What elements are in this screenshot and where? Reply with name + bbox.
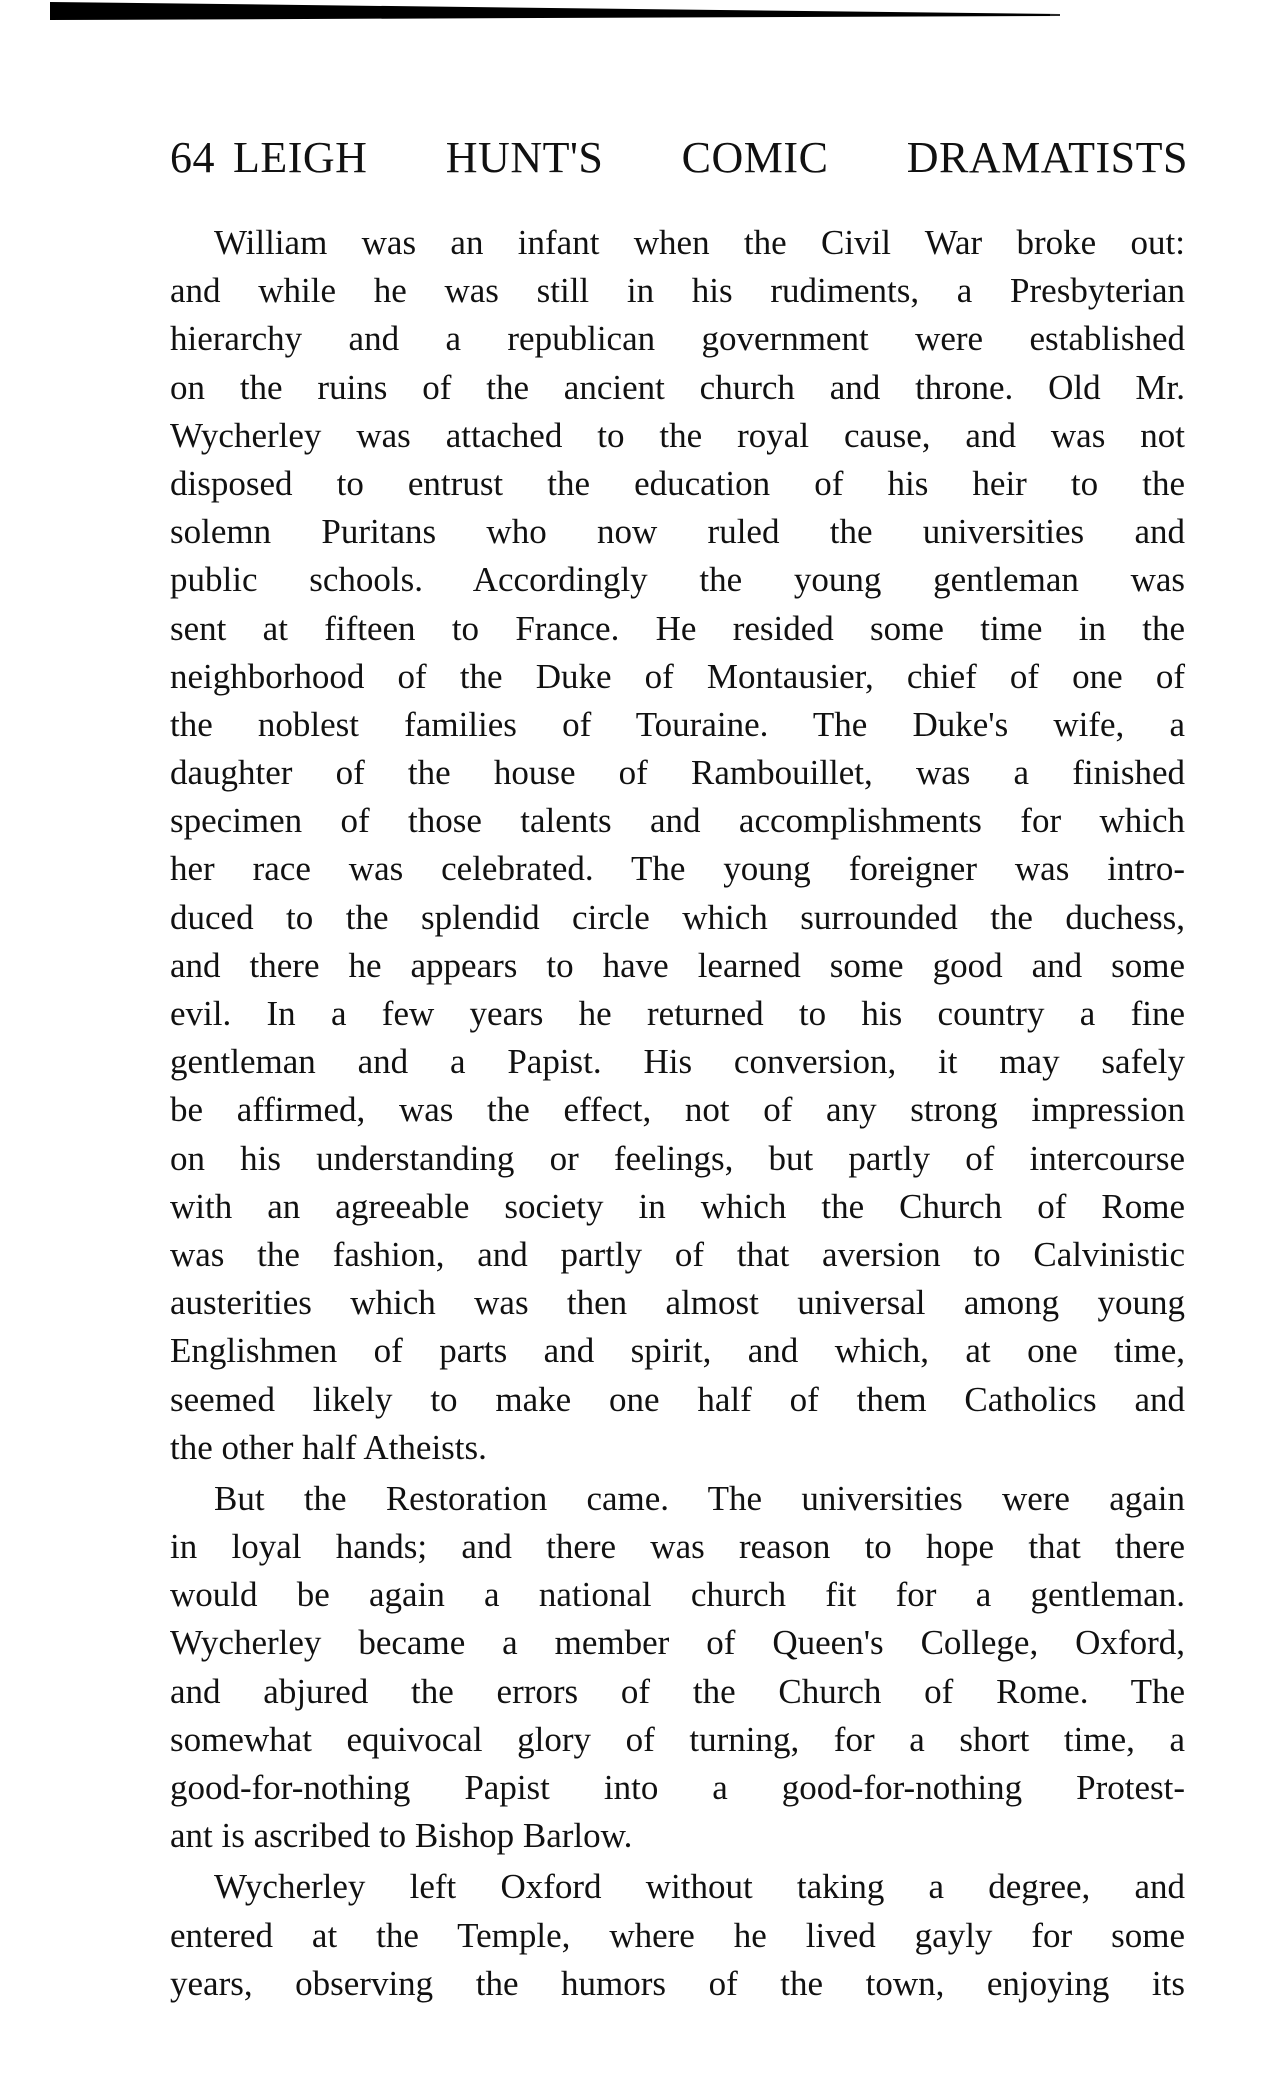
paragraph xyxy=(170,219,1185,1472)
text-line: would be again a national church fit for a gentleman. xyxy=(170,1575,1185,1615)
text-line: the other half Atheists. xyxy=(170,1427,487,1467)
running-title: LEIGH HUNT'S COMIC DRAMATISTS xyxy=(233,133,1188,182)
text-line: years, observing the humors of the town, enjoying its xyxy=(170,1963,1185,2003)
text-line: was the fashion, and partly of that aversion to Calvinistic xyxy=(170,1234,1185,1274)
text-line: public schools. Accordingly the young gentleman was xyxy=(170,560,1185,600)
text-line: good-for-nothing Papist into a good-for-nothing Protest- xyxy=(170,1768,1185,1807)
text-line: neighborhood of the Duke of Montausier, chief of one of xyxy=(170,656,1185,696)
scan-edge-shadow xyxy=(0,0,1261,30)
text-line: seemed likely to make one half of them Catholics and xyxy=(170,1379,1185,1419)
text-line: disposed to entrust the education of his heir to the xyxy=(170,463,1185,503)
text-line: austerities which was then almost universal among young xyxy=(170,1283,1185,1323)
text-line: somewhat equivocal glory of turning, for a short time, a xyxy=(170,1719,1185,1759)
text-line: and while he was still in his rudiments, a Presbyterian xyxy=(170,271,1185,311)
text-line: daughter of the house of Rambouillet, was a finished xyxy=(170,753,1185,793)
body-text xyxy=(170,219,1185,2011)
text-line: William was an infant when the Civil War broke out: xyxy=(214,223,1185,262)
text-line: evil. In a few years he returned to his country a fine xyxy=(170,994,1185,1033)
text-line: be affirmed, was the effect, not of any strong impression xyxy=(170,1090,1185,1130)
text-line: ant is ascribed to Bishop Barlow. xyxy=(170,1816,633,1856)
text-line: gentleman and a Papist. His conversion, it may safely xyxy=(170,1042,1185,1082)
text-line: Englishmen of parts and spirit, and which, at one time, xyxy=(170,1331,1185,1371)
paragraph xyxy=(170,1863,1185,2008)
text-line: with an agreeable society in which the Church of Rome xyxy=(170,1186,1185,1226)
text-line: Wycherley left Oxford without taking a degree, and xyxy=(214,1867,1185,1907)
running-header xyxy=(170,132,1188,183)
text-line: But the Restoration came. The universities were again xyxy=(214,1478,1185,1518)
text-line: the noblest families of Touraine. The Duke's wife, a xyxy=(170,704,1185,744)
text-line: on the ruins of the ancient church and throne. Old Mr. xyxy=(170,367,1185,407)
text-line: her race was celebrated. The young foreigner was intro- xyxy=(170,849,1185,889)
text-line: in loyal hands; and there was reason to hope that there xyxy=(170,1527,1185,1567)
text-line: entered at the Temple, where he lived gayly for some xyxy=(170,1915,1185,1955)
text-line: on his understanding or feelings, but partly of intercourse xyxy=(170,1138,1185,1178)
text-line: solemn Puritans who now ruled the universities and xyxy=(170,512,1185,552)
text-line: Wycherley became a member of Queen's College, Oxford, xyxy=(170,1623,1185,1663)
text-line: duced to the splendid circle which surrounded the duchess, xyxy=(170,897,1185,937)
text-line: and abjured the errors of the Church of Rome. The xyxy=(170,1671,1185,1711)
paragraph xyxy=(170,1475,1185,1861)
text-line: sent at fifteen to France. He resided some time in the xyxy=(170,608,1185,648)
text-line: Wycherley was attached to the royal cause, and was not xyxy=(170,415,1185,455)
page-number: 64 xyxy=(170,133,215,182)
text-line: hierarchy and a republican government were established xyxy=(170,319,1185,359)
text-line: specimen of those talents and accomplishments for which xyxy=(170,801,1185,841)
text-line: and there he appears to have learned some good and some xyxy=(170,945,1185,985)
